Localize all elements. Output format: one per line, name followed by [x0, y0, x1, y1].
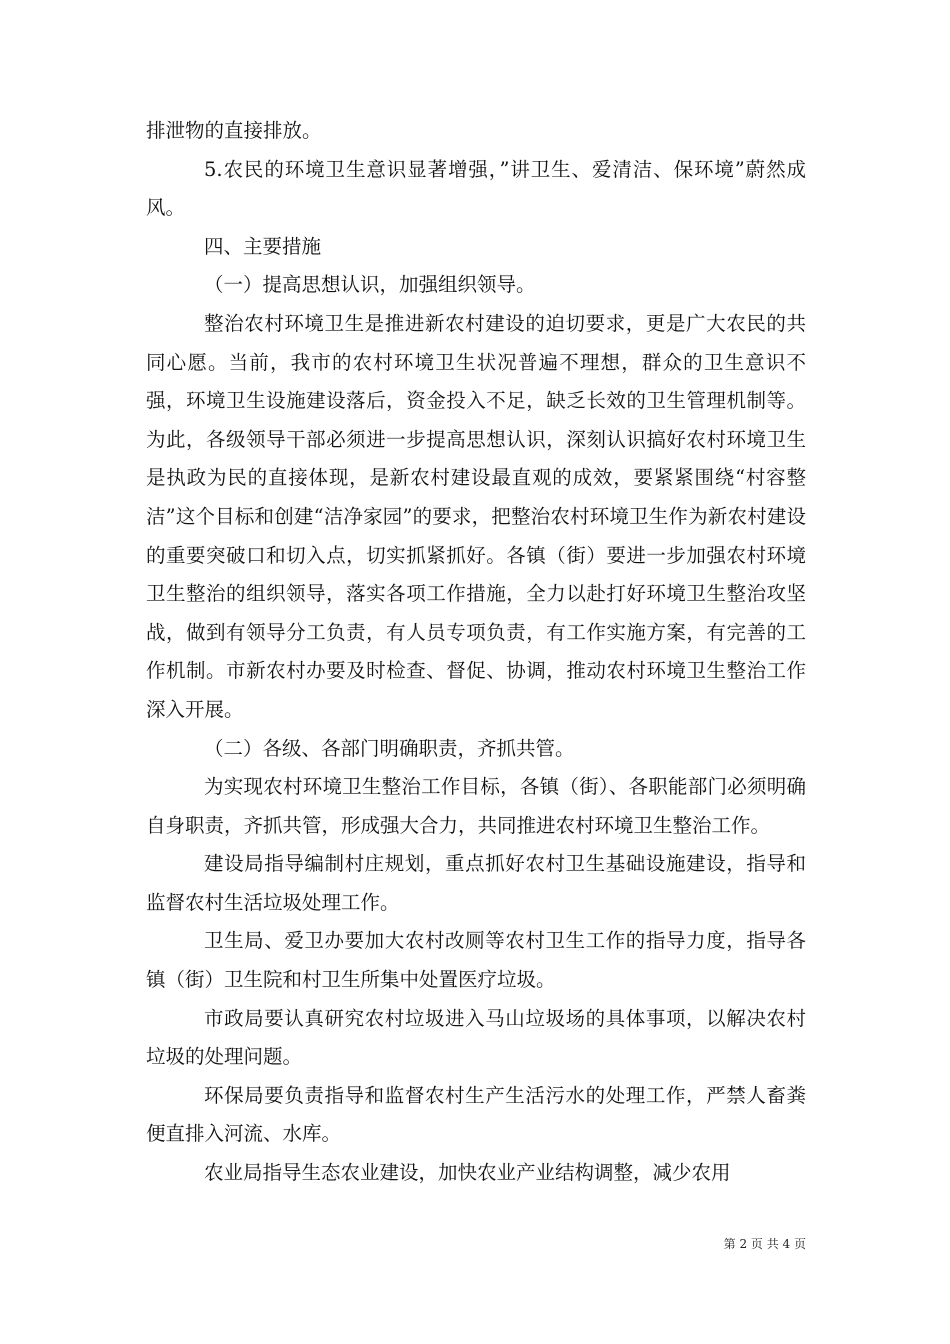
document-body: [146, 112, 806, 1193]
paragraph-continuation: 排泄物的直接排放。: [146, 119, 322, 142]
paragraph-goal-5: 5.农民的环境卫生意识显著增强，”讲卫生、爱清洁、保环境”蔚然成风。: [146, 157, 806, 220]
paragraph-body: 整治农村环境卫生是推进新农村建设的迫切要求，更是广大农民的共同心愿。当前，我市的农村环境卫生状况普遍不理想，群众的卫生意识不强，环境卫生设施建设落后，资金投入不足，缺乏长效的卫生管理机制等。为此，各级领导干部必须进一步提高思想认识，深刻认识搞好农村环境卫生是执政为民的直接体现，是新农村建设最直观的成效，要紧紧围绕“村容整洁”这个目标和创建“洁净家园”的要求，把整治农村环境卫生作为新农村建设的重要突破口和切入点，切实抓紧抓好。各镇（街）要进一步加强农村环境卫生整治的组织领导，落实各项工作措施，全力以赴打好环境卫生整治攻坚战，做到有领导分工负责，有人员专项负责，有工作实施方案，有完善的工作机制。市新农村办要及时检查、督促、协调，推动农村环境卫生整治工作深入开展。: [146, 311, 806, 721]
paragraph-health-bureau: 卫生局、爱卫办要加大农村改厕等农村卫生工作的指导力度，指导各镇（街）卫生院和村卫生所集中处置医疗垃圾。: [146, 929, 806, 992]
subheading-1: （一）提高思想认识，加强组织领导。: [204, 273, 536, 297]
section-heading-main-measures: 四、主要措施: [204, 234, 322, 258]
paragraph-environment-bureau: 环保局要负责指导和监督农村生产生活污水的处理工作，严禁人畜粪便直排入河流、水库。: [146, 1083, 806, 1146]
subheading-2: （二）各级、各部门明确职责，齐抓共管。: [204, 736, 575, 760]
paragraph-municipal-bureau: 市政局要认真研究农村垃圾进入马山垃圾场的具体事项，以解决农村垃圾的处理问题。: [146, 1006, 806, 1069]
page-number-footer: 第 2 页 共 4 页: [723, 1237, 806, 1251]
paragraph-construction-bureau: 建设局指导编制村庄规划，重点抓好农村卫生基础设施建设，指导和监督农村生活垃圾处理工作。: [146, 852, 806, 914]
paragraph-body: 为实现农村环境卫生整治工作目标，各镇（街）、各职能部门必须明确自身职责，齐抓共管，形成强大合力，共同推进农村环境卫生整治工作。: [146, 775, 806, 837]
paragraph-agriculture-bureau: 农业局指导生态农业建设，加快农业产业结构调整，减少农用: [204, 1161, 731, 1185]
